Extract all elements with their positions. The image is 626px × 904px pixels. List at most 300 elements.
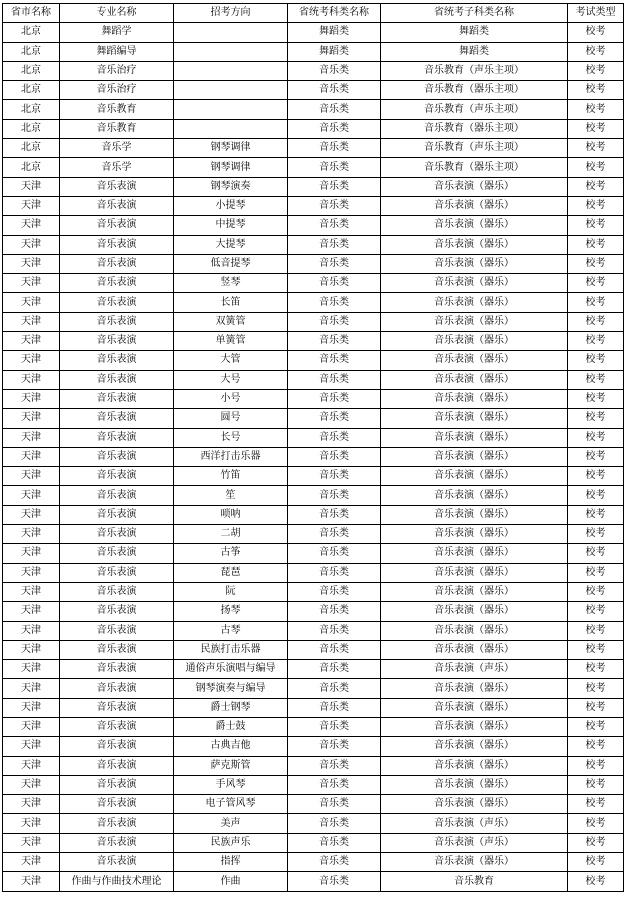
table-body <box>3 23 624 891</box>
cell-province: 天津 <box>3 254 60 273</box>
cell-direction: 唢呐 <box>174 505 288 524</box>
table-row <box>3 602 624 621</box>
cell-exam-subcategory: 音乐表演（器乐） <box>381 775 568 794</box>
cell-exam-subcategory: 音乐表演（器乐） <box>381 698 568 717</box>
cell-province: 天津 <box>3 833 60 852</box>
cell-province: 天津 <box>3 872 60 891</box>
cell-province: 北京 <box>3 42 60 61</box>
cell-exam-category: 音乐类 <box>288 814 381 833</box>
cell-exam-category: 音乐类 <box>288 602 381 621</box>
table-row <box>3 525 624 544</box>
cell-exam-subcategory: 音乐表演（声乐） <box>381 833 568 852</box>
cell-province: 天津 <box>3 293 60 312</box>
cell-direction <box>174 100 288 119</box>
table-row <box>3 196 624 215</box>
cell-exam-subcategory: 音乐表演（器乐） <box>381 544 568 563</box>
cell-exam-type: 校考 <box>568 505 624 524</box>
cell-exam-category: 音乐类 <box>288 447 381 466</box>
cell-province: 天津 <box>3 640 60 659</box>
cell-province: 天津 <box>3 756 60 775</box>
cell-exam-category: 音乐类 <box>288 81 381 100</box>
cell-exam-subcategory: 音乐教育（器乐主项） <box>381 158 568 177</box>
cell-major: 音乐治疗 <box>60 61 174 80</box>
cell-direction <box>174 119 288 138</box>
cell-province: 天津 <box>3 679 60 698</box>
cell-exam-subcategory: 音乐表演（器乐） <box>381 254 568 273</box>
cell-major: 音乐学 <box>60 158 174 177</box>
cell-province: 天津 <box>3 544 60 563</box>
cell-major: 音乐表演 <box>60 389 174 408</box>
cell-major: 音乐表演 <box>60 312 174 331</box>
cell-direction: 作曲 <box>174 872 288 891</box>
cell-major: 音乐表演 <box>60 582 174 601</box>
table-row <box>3 177 624 196</box>
cell-exam-subcategory: 音乐表演（器乐） <box>381 274 568 293</box>
cell-exam-type: 校考 <box>568 177 624 196</box>
cell-direction: 爵士钢琴 <box>174 698 288 717</box>
cell-exam-type: 校考 <box>568 61 624 80</box>
cell-exam-category: 音乐类 <box>288 370 381 389</box>
cell-province: 北京 <box>3 119 60 138</box>
cell-exam-type: 校考 <box>568 717 624 736</box>
cell-province: 北京 <box>3 100 60 119</box>
cell-province: 天津 <box>3 332 60 351</box>
cell-direction: 长号 <box>174 428 288 447</box>
table-row <box>3 409 624 428</box>
cell-exam-type: 校考 <box>568 139 624 158</box>
cell-major: 音乐表演 <box>60 602 174 621</box>
cell-major: 音乐表演 <box>60 833 174 852</box>
table-row <box>3 312 624 331</box>
cell-exam-type: 校考 <box>568 486 624 505</box>
cell-exam-category: 音乐类 <box>288 640 381 659</box>
cell-major: 音乐表演 <box>60 795 174 814</box>
cell-exam-type: 校考 <box>568 293 624 312</box>
cell-exam-subcategory: 音乐表演（器乐） <box>381 756 568 775</box>
cell-exam-subcategory: 音乐表演（器乐） <box>381 428 568 447</box>
cell-exam-subcategory: 音乐表演（声乐） <box>381 660 568 679</box>
table-row <box>3 756 624 775</box>
table-row <box>3 293 624 312</box>
header-exam-type: 考试类型 <box>568 4 624 23</box>
cell-exam-category: 音乐类 <box>288 833 381 852</box>
table-row <box>3 119 624 138</box>
cell-direction: 中提琴 <box>174 216 288 235</box>
cell-exam-type: 校考 <box>568 274 624 293</box>
cell-major: 音乐表演 <box>60 717 174 736</box>
cell-exam-category: 音乐类 <box>288 312 381 331</box>
cell-exam-subcategory: 音乐表演（器乐） <box>381 563 568 582</box>
cell-direction: 笙 <box>174 486 288 505</box>
cell-direction: 低音提琴 <box>174 254 288 273</box>
cell-major: 音乐表演 <box>60 351 174 370</box>
cell-exam-category: 音乐类 <box>288 274 381 293</box>
cell-province: 天津 <box>3 370 60 389</box>
cell-exam-category: 音乐类 <box>288 756 381 775</box>
cell-major: 舞蹈编导 <box>60 42 174 61</box>
table-row <box>3 254 624 273</box>
header-major: 专业名称 <box>60 4 174 23</box>
cell-province: 天津 <box>3 505 60 524</box>
cell-direction: 电子管风琴 <box>174 795 288 814</box>
cell-direction: 萨克斯管 <box>174 756 288 775</box>
table-row <box>3 660 624 679</box>
cell-direction <box>174 81 288 100</box>
cell-exam-subcategory: 音乐教育（声乐主项） <box>381 61 568 80</box>
cell-province: 天津 <box>3 582 60 601</box>
cell-province: 天津 <box>3 486 60 505</box>
cell-province: 北京 <box>3 23 60 42</box>
cell-major: 音乐表演 <box>60 293 174 312</box>
cell-direction: 竹笛 <box>174 467 288 486</box>
cell-direction: 圆号 <box>174 409 288 428</box>
cell-province: 天津 <box>3 563 60 582</box>
cell-exam-category: 音乐类 <box>288 409 381 428</box>
cell-exam-subcategory: 音乐表演（器乐） <box>381 177 568 196</box>
cell-exam-category: 音乐类 <box>288 660 381 679</box>
cell-exam-category: 音乐类 <box>288 119 381 138</box>
cell-direction <box>174 23 288 42</box>
header-exam-category: 省统考科类名称 <box>288 4 381 23</box>
cell-exam-type: 校考 <box>568 621 624 640</box>
cell-major: 音乐表演 <box>60 370 174 389</box>
cell-exam-category: 音乐类 <box>288 351 381 370</box>
cell-exam-category: 音乐类 <box>288 717 381 736</box>
cell-exam-category: 舞蹈类 <box>288 42 381 61</box>
cell-province: 天津 <box>3 602 60 621</box>
cell-exam-type: 校考 <box>568 602 624 621</box>
cell-major: 音乐表演 <box>60 235 174 254</box>
header-exam-subcategory: 省统考子科类名称 <box>381 4 568 23</box>
cell-direction: 钢琴调律 <box>174 139 288 158</box>
cell-exam-category: 音乐类 <box>288 216 381 235</box>
cell-exam-category: 音乐类 <box>288 389 381 408</box>
cell-exam-subcategory: 音乐表演（器乐） <box>381 679 568 698</box>
cell-exam-type: 校考 <box>568 563 624 582</box>
cell-major: 音乐学 <box>60 139 174 158</box>
cell-province: 天津 <box>3 351 60 370</box>
cell-direction: 琵琶 <box>174 563 288 582</box>
cell-major: 音乐表演 <box>60 505 174 524</box>
table-row <box>3 81 624 100</box>
cell-exam-category: 音乐类 <box>288 795 381 814</box>
cell-exam-type: 校考 <box>568 467 624 486</box>
header-row <box>3 4 624 23</box>
cell-exam-subcategory: 音乐表演（声乐） <box>381 814 568 833</box>
cell-province: 天津 <box>3 525 60 544</box>
table-row <box>3 737 624 756</box>
cell-exam-category: 音乐类 <box>288 332 381 351</box>
cell-direction: 大提琴 <box>174 235 288 254</box>
admissions-table <box>2 3 624 892</box>
table-row <box>3 698 624 717</box>
cell-exam-type: 校考 <box>568 853 624 872</box>
cell-exam-category: 音乐类 <box>288 505 381 524</box>
cell-exam-subcategory: 音乐表演（器乐） <box>381 795 568 814</box>
cell-exam-subcategory: 音乐表演（器乐） <box>381 853 568 872</box>
cell-major: 音乐表演 <box>60 486 174 505</box>
cell-exam-category: 音乐类 <box>288 853 381 872</box>
cell-direction <box>174 42 288 61</box>
cell-direction: 大号 <box>174 370 288 389</box>
cell-province: 北京 <box>3 158 60 177</box>
cell-province: 天津 <box>3 274 60 293</box>
table-row <box>3 505 624 524</box>
cell-exam-type: 校考 <box>568 389 624 408</box>
cell-major: 音乐表演 <box>60 814 174 833</box>
cell-exam-type: 校考 <box>568 737 624 756</box>
cell-direction: 单簧管 <box>174 332 288 351</box>
cell-exam-subcategory: 音乐表演（器乐） <box>381 717 568 736</box>
cell-exam-category: 音乐类 <box>288 139 381 158</box>
cell-exam-category: 音乐类 <box>288 467 381 486</box>
cell-exam-subcategory: 音乐教育（器乐主项） <box>381 119 568 138</box>
cell-exam-type: 校考 <box>568 814 624 833</box>
cell-major: 音乐表演 <box>60 177 174 196</box>
cell-major: 音乐治疗 <box>60 81 174 100</box>
cell-direction: 民族声乐 <box>174 833 288 852</box>
table-row <box>3 582 624 601</box>
cell-exam-type: 校考 <box>568 640 624 659</box>
cell-exam-type: 校考 <box>568 833 624 852</box>
cell-exam-type: 校考 <box>568 775 624 794</box>
cell-exam-type: 校考 <box>568 351 624 370</box>
cell-exam-type: 校考 <box>568 698 624 717</box>
cell-exam-subcategory: 音乐表演（器乐） <box>381 216 568 235</box>
cell-direction: 古琴 <box>174 621 288 640</box>
cell-direction: 双簧管 <box>174 312 288 331</box>
cell-exam-subcategory: 音乐表演（器乐） <box>381 582 568 601</box>
cell-major: 音乐表演 <box>60 196 174 215</box>
cell-exam-type: 校考 <box>568 332 624 351</box>
cell-direction: 长笛 <box>174 293 288 312</box>
table-row <box>3 158 624 177</box>
table-row <box>3 833 624 852</box>
cell-direction: 小提琴 <box>174 196 288 215</box>
cell-major: 音乐表演 <box>60 544 174 563</box>
cell-exam-type: 校考 <box>568 447 624 466</box>
table-row <box>3 61 624 80</box>
cell-exam-category: 音乐类 <box>288 254 381 273</box>
cell-major: 音乐教育 <box>60 100 174 119</box>
table-row <box>3 447 624 466</box>
table-row <box>3 814 624 833</box>
cell-province: 北京 <box>3 139 60 158</box>
table-row <box>3 853 624 872</box>
cell-exam-category: 音乐类 <box>288 177 381 196</box>
cell-province: 天津 <box>3 795 60 814</box>
cell-major: 音乐表演 <box>60 679 174 698</box>
cell-province: 天津 <box>3 717 60 736</box>
cell-exam-subcategory: 音乐教育（声乐主项） <box>381 139 568 158</box>
cell-province: 北京 <box>3 81 60 100</box>
cell-exam-category: 音乐类 <box>288 563 381 582</box>
cell-exam-type: 校考 <box>568 312 624 331</box>
cell-exam-category: 音乐类 <box>288 486 381 505</box>
table-row <box>3 563 624 582</box>
table-row <box>3 486 624 505</box>
cell-exam-category: 音乐类 <box>288 428 381 447</box>
table-row <box>3 640 624 659</box>
cell-province: 天津 <box>3 389 60 408</box>
cell-direction <box>174 61 288 80</box>
table-row <box>3 351 624 370</box>
cell-province: 天津 <box>3 737 60 756</box>
cell-exam-category: 音乐类 <box>288 196 381 215</box>
cell-major: 音乐表演 <box>60 756 174 775</box>
cell-major: 音乐表演 <box>60 660 174 679</box>
cell-direction: 钢琴演奏 <box>174 177 288 196</box>
cell-major: 音乐表演 <box>60 563 174 582</box>
table-row <box>3 679 624 698</box>
cell-exam-subcategory: 音乐表演（器乐） <box>381 447 568 466</box>
table-row <box>3 775 624 794</box>
cell-province: 北京 <box>3 61 60 80</box>
cell-major: 音乐表演 <box>60 775 174 794</box>
cell-exam-category: 音乐类 <box>288 235 381 254</box>
header-province: 省市名称 <box>3 4 60 23</box>
table-row <box>3 235 624 254</box>
cell-exam-subcategory: 音乐表演（器乐） <box>381 505 568 524</box>
cell-major: 音乐表演 <box>60 254 174 273</box>
header-direction: 招考方向 <box>174 4 288 23</box>
table-row <box>3 717 624 736</box>
cell-exam-subcategory: 音乐表演（器乐） <box>381 332 568 351</box>
cell-major: 音乐表演 <box>60 737 174 756</box>
cell-exam-type: 校考 <box>568 23 624 42</box>
cell-major: 音乐表演 <box>60 621 174 640</box>
cell-major: 音乐表演 <box>60 698 174 717</box>
cell-province: 天津 <box>3 428 60 447</box>
table-row <box>3 467 624 486</box>
cell-major: 音乐表演 <box>60 216 174 235</box>
table-row <box>3 216 624 235</box>
cell-exam-subcategory: 音乐教育（器乐主项） <box>381 81 568 100</box>
cell-direction: 爵士鼓 <box>174 717 288 736</box>
cell-exam-category: 音乐类 <box>288 737 381 756</box>
cell-major: 音乐表演 <box>60 332 174 351</box>
cell-direction: 美声 <box>174 814 288 833</box>
cell-exam-category: 音乐类 <box>288 525 381 544</box>
cell-province: 天津 <box>3 660 60 679</box>
cell-major: 音乐教育 <box>60 119 174 138</box>
cell-exam-subcategory: 舞蹈类 <box>381 23 568 42</box>
table-row <box>3 621 624 640</box>
table-row <box>3 139 624 158</box>
cell-exam-category: 音乐类 <box>288 621 381 640</box>
table-row <box>3 42 624 61</box>
cell-exam-subcategory: 舞蹈类 <box>381 42 568 61</box>
cell-major: 音乐表演 <box>60 428 174 447</box>
cell-exam-type: 校考 <box>568 216 624 235</box>
cell-exam-type: 校考 <box>568 235 624 254</box>
table-row <box>3 100 624 119</box>
cell-exam-category: 音乐类 <box>288 293 381 312</box>
cell-direction: 古筝 <box>174 544 288 563</box>
cell-exam-type: 校考 <box>568 544 624 563</box>
cell-exam-type: 校考 <box>568 100 624 119</box>
cell-direction: 阮 <box>174 582 288 601</box>
cell-direction: 竖琴 <box>174 274 288 293</box>
cell-exam-subcategory: 音乐表演（器乐） <box>381 389 568 408</box>
cell-exam-type: 校考 <box>568 158 624 177</box>
cell-direction: 钢琴演奏与编导 <box>174 679 288 698</box>
cell-province: 天津 <box>3 698 60 717</box>
cell-exam-subcategory: 音乐表演（器乐） <box>381 602 568 621</box>
cell-exam-type: 校考 <box>568 582 624 601</box>
table-row <box>3 872 624 891</box>
cell-exam-category: 音乐类 <box>288 872 381 891</box>
cell-exam-type: 校考 <box>568 42 624 61</box>
cell-province: 天津 <box>3 775 60 794</box>
cell-major: 音乐表演 <box>60 525 174 544</box>
cell-exam-category: 音乐类 <box>288 698 381 717</box>
cell-major: 音乐表演 <box>60 640 174 659</box>
cell-exam-subcategory: 音乐表演（器乐） <box>381 293 568 312</box>
cell-major: 音乐表演 <box>60 447 174 466</box>
cell-direction: 二胡 <box>174 525 288 544</box>
cell-exam-subcategory: 音乐表演（器乐） <box>381 525 568 544</box>
cell-exam-category: 音乐类 <box>288 158 381 177</box>
table-row <box>3 23 624 42</box>
cell-exam-category: 音乐类 <box>288 544 381 563</box>
table-row <box>3 795 624 814</box>
cell-exam-type: 校考 <box>568 196 624 215</box>
cell-direction: 民族打击乐器 <box>174 640 288 659</box>
cell-exam-category: 音乐类 <box>288 582 381 601</box>
cell-exam-type: 校考 <box>568 525 624 544</box>
cell-direction: 西洋打击乐器 <box>174 447 288 466</box>
cell-exam-subcategory: 音乐表演（器乐） <box>381 486 568 505</box>
cell-exam-type: 校考 <box>568 409 624 428</box>
cell-exam-subcategory: 音乐表演（器乐） <box>381 370 568 389</box>
cell-exam-type: 校考 <box>568 756 624 775</box>
cell-major: 作曲与作曲技术理论 <box>60 872 174 891</box>
cell-direction: 手风琴 <box>174 775 288 794</box>
table-row <box>3 332 624 351</box>
cell-major: 音乐表演 <box>60 853 174 872</box>
cell-direction: 小号 <box>174 389 288 408</box>
cell-exam-subcategory: 音乐表演（器乐） <box>381 640 568 659</box>
cell-province: 天津 <box>3 216 60 235</box>
cell-major: 音乐表演 <box>60 467 174 486</box>
cell-exam-category: 舞蹈类 <box>288 23 381 42</box>
cell-exam-type: 校考 <box>568 795 624 814</box>
cell-exam-subcategory: 音乐教育 <box>381 872 568 891</box>
cell-province: 天津 <box>3 409 60 428</box>
cell-province: 天津 <box>3 814 60 833</box>
cell-province: 天津 <box>3 447 60 466</box>
cell-province: 天津 <box>3 621 60 640</box>
table-row <box>3 389 624 408</box>
table-row <box>3 428 624 447</box>
cell-province: 天津 <box>3 177 60 196</box>
cell-exam-type: 校考 <box>568 428 624 447</box>
cell-exam-type: 校考 <box>568 370 624 389</box>
cell-exam-type: 校考 <box>568 81 624 100</box>
cell-exam-subcategory: 音乐表演（器乐） <box>381 196 568 215</box>
cell-exam-subcategory: 音乐表演（器乐） <box>381 467 568 486</box>
cell-exam-category: 音乐类 <box>288 100 381 119</box>
cell-province: 天津 <box>3 467 60 486</box>
table-row <box>3 544 624 563</box>
cell-exam-type: 校考 <box>568 254 624 273</box>
cell-exam-category: 音乐类 <box>288 61 381 80</box>
cell-direction: 指挥 <box>174 853 288 872</box>
cell-exam-subcategory: 音乐表演（器乐） <box>381 235 568 254</box>
cell-direction: 大管 <box>174 351 288 370</box>
cell-direction: 古典吉他 <box>174 737 288 756</box>
